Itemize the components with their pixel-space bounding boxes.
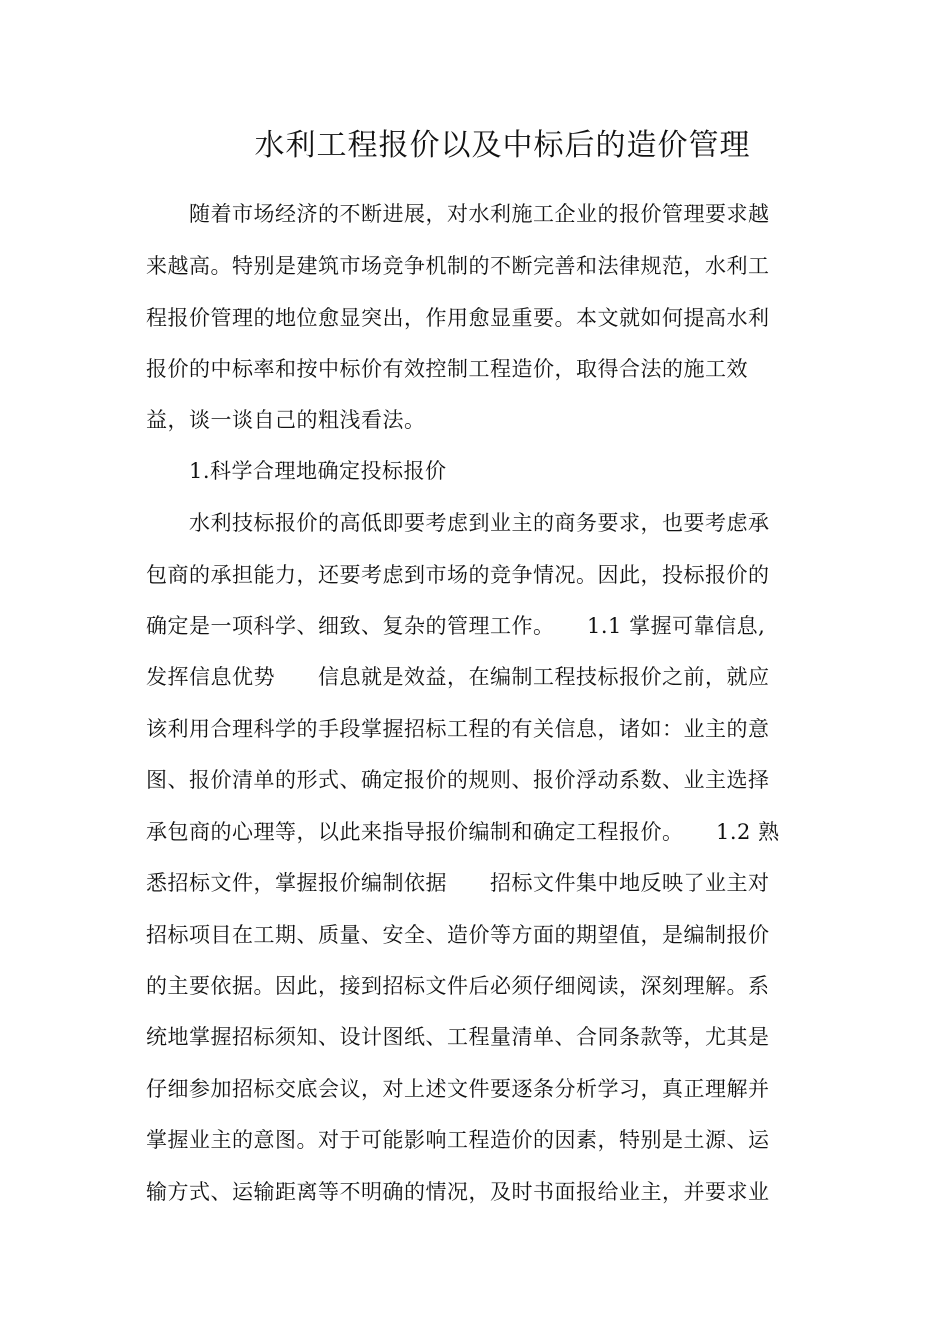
paragraph-line: 输方式、运输距离等不明确的情况，及时书面报给业主，并要求业 [146,1180,770,1204]
paragraph-line: 承包商的心理等，以此来指导报价编制和确定工程报价。 1.2 熟 [146,820,780,844]
paragraph-line: 悉招标文件，掌握报价编制依据 招标文件集中地反映了业主对 [146,871,770,895]
paragraph-line: 来越高。特别是建筑市场竞争机制的不断完善和法律规范，水利工 [146,254,770,278]
paragraph-line: 程报价管理的地位愈显突出，作用愈显重要。本文就如何提高水利 [146,306,770,330]
paragraph-line: 发挥信息优势 信息就是效益，在编制工程技标报价之前，就应 [146,665,770,689]
paragraph-line: 报价的中标率和按中标价有效控制工程造价，取得合法的施工效 [146,357,748,381]
paragraph-line: 的主要依据。因此，接到招标文件后必须仔细阅读，深刻理解。系 [146,974,770,998]
paragraph-line: 水利技标报价的高低即要考虑到业主的商务要求，也要考虑承 [189,511,770,535]
paragraph-line: 包商的承担能力，还要考虑到市场的竞争情况。因此，投标报价的 [146,563,770,587]
paragraph-line: 统地掌握招标须知、设计图纸、工程量清单、合同条款等，尤其是 [146,1025,770,1049]
paragraph-line: 掌握业主的意图。对于可能影响工程造价的因素，特别是土源、运 [146,1128,770,1152]
paragraph-line: 该利用合理科学的手段掌握招标工程的有关信息，诸如：业主的意 [146,717,770,741]
paragraph-line: 随着市场经济的不断进展，对水利施工企业的报价管理要求越 [189,202,770,226]
paragraph-line: 确定是一项科学、细致、复杂的管理工作。 1.1 掌握可靠信息, [146,614,766,638]
paragraph-line: 图、报价清单的形式、确定报价的规则、报价浮动系数、业主选择 [146,768,770,792]
section-heading: 1.科学合理地确定投标报价 [189,459,447,483]
document-title: 水利工程报价以及中标后的造价管理 [254,128,751,163]
paragraph-line: 招标项目在工期、质量、安全、造价等方面的期望值，是编制报价 [146,923,770,947]
paragraph-line: 仔细参加招标交底会议，对上述文件要逐条分析学习，真正理解并 [146,1077,770,1101]
paragraph-line: 益，谈一谈自己的粗浅看法。 [146,408,426,432]
